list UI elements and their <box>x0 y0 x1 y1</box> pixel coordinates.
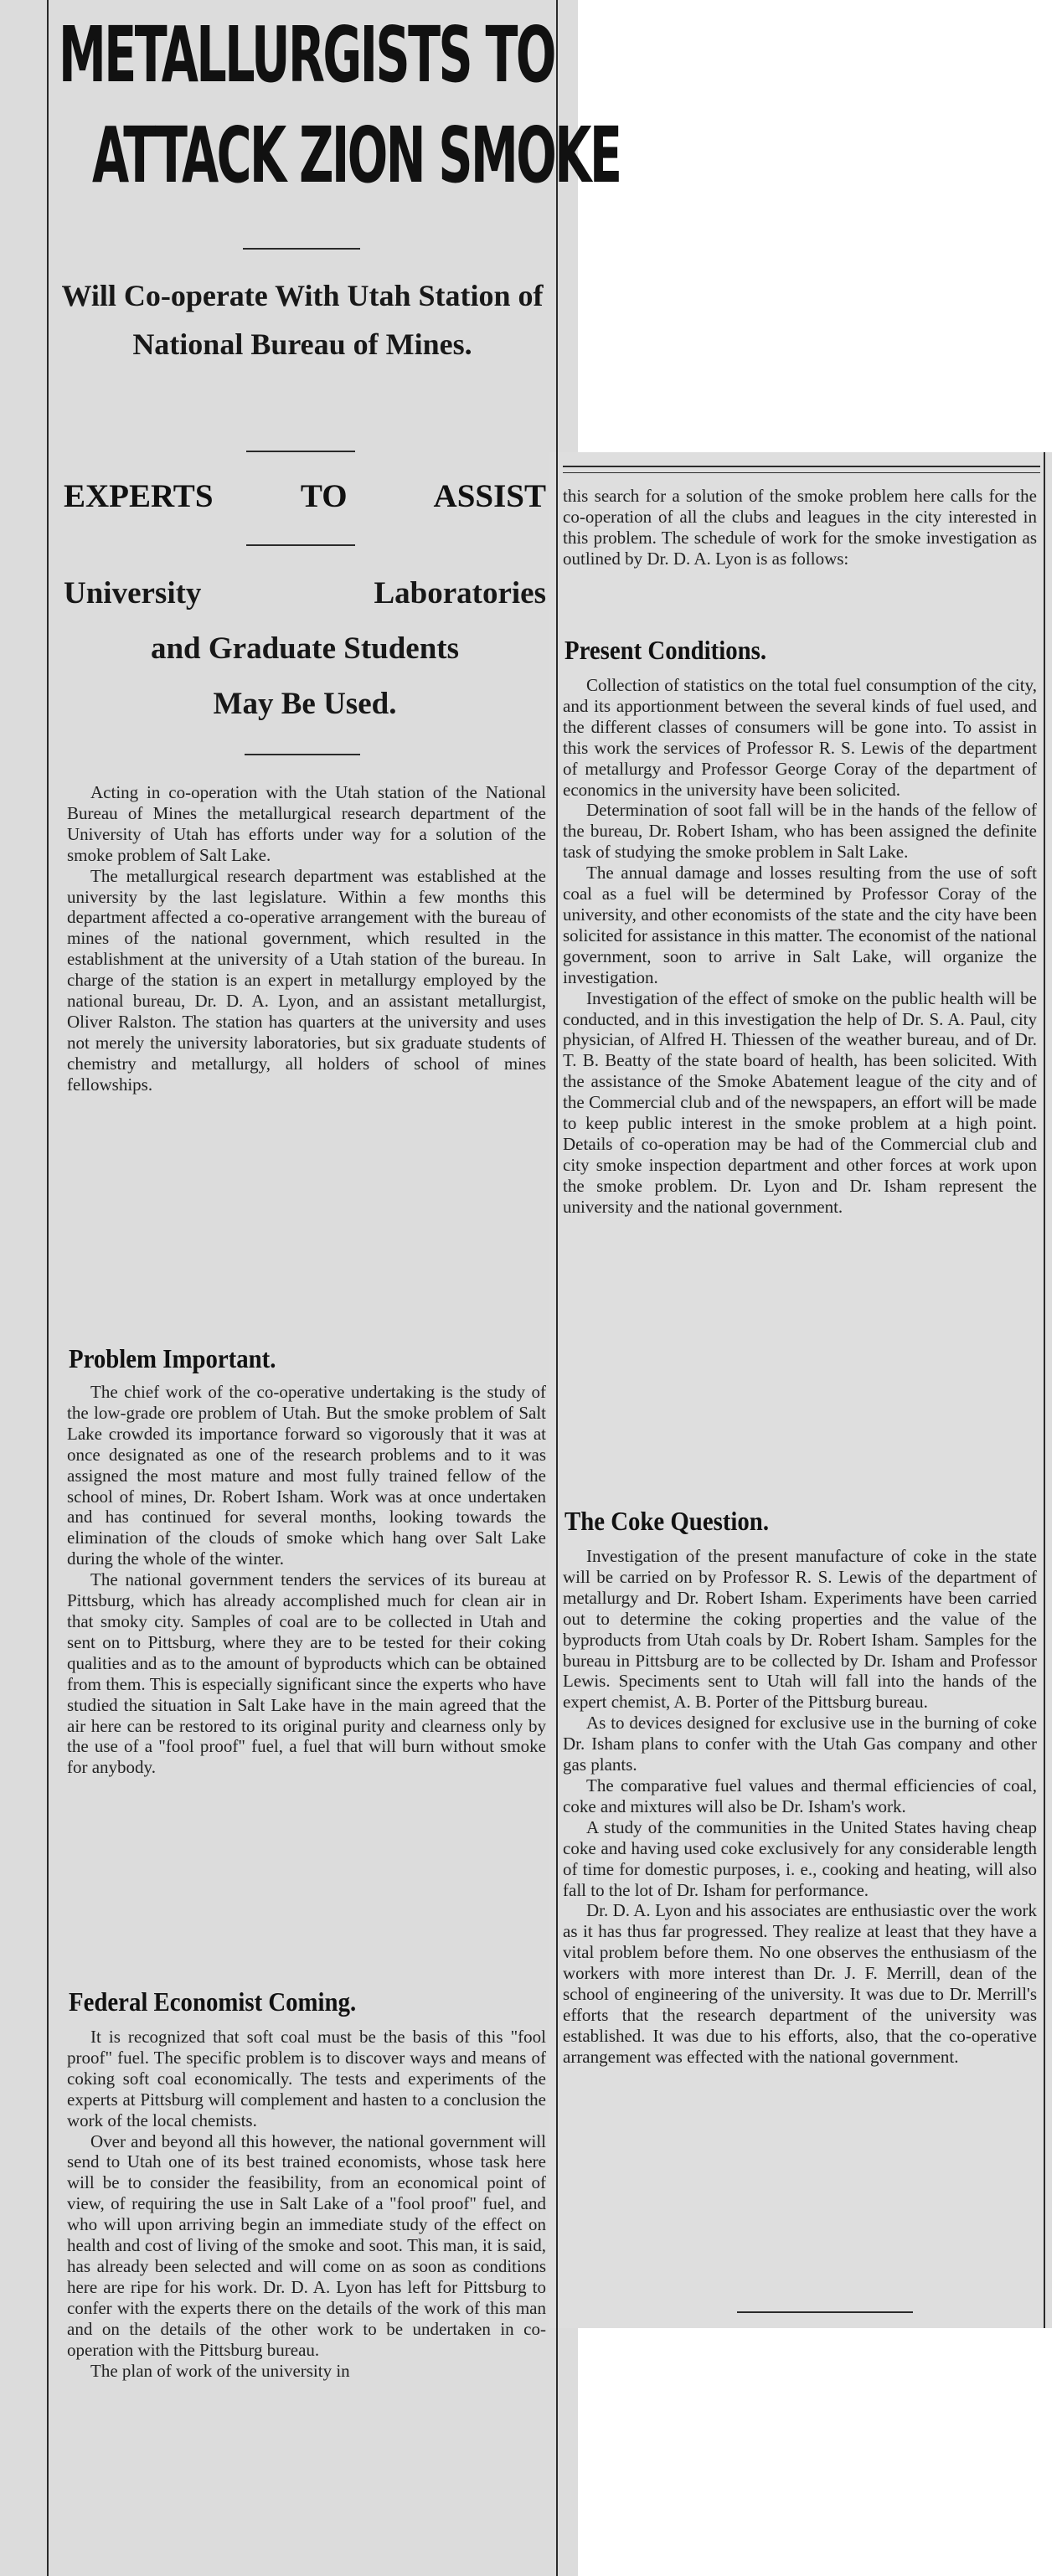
headline-line-2: ATTACK ZION SMOKE <box>92 111 621 200</box>
intro-paragraph-2: The metallurgical research department was established at the university by the last legislature. Within a few months this department affected a co-operative arrangement with the bureau of mines of the national government, which resulted in the establishment at the university of a Utah station of the bureau. In charge of the station is an expert in metallurgy employed by the national bureau, Dr. D. A. Lyon, and an assistant metallurgist, Oliver Ralston. The station has quarters at the university and uses not merely the university laboratories, but six graduate students of chemistry and metallurgy, all holders of school of mines fellowships. <box>67 865 546 1095</box>
deck-lab-line-2: and Graduate Students <box>150 631 460 666</box>
subhead-problem-important: Problem Important. <box>69 1343 276 1373</box>
problem-text <box>67 1382 546 1778</box>
subhead-present-conditions: Present Conditions. <box>565 635 767 665</box>
present-paragraph-4: Investigation of the effect of smoke on the public health will be conducted, and in this investigation the help of Dr. S. A. Paul, city physician, of Alfred H. Thiessen of the weather bureau, and of Dr. T. B. Beatty of the state board of health, has been solicited. With the assistance of the Smoke Abatement league of the city and of the Commercial club and of the newspapers, an effort will be made to keep public interest in the smoke problem at a high point. Details of co-operation may be had of the Commercial club and city smoke inspection department and other forces at work upon the smoke problem. Dr. Lyon and Dr. Isham represent the university and the national government. <box>563 987 1037 1217</box>
column-divider-rule <box>556 0 558 2576</box>
continuation-text <box>563 486 1037 569</box>
right-column-top-rule-2 <box>563 472 1040 473</box>
federal-paragraph-3: The plan of work of the university in <box>90 2360 350 2381</box>
deck-rule-2 <box>246 544 355 546</box>
problem-paragraph-1: The chief work of the co-operative undertaking is the study of the low-grade ore problem of Utah. But the smoke problem of Salt Lake crowded its importance forward so vigorously that it was at once designated as one of the research problems and to it was assigned the most mature and most fully trained fellow of the school of mines, Dr. Robert Isham. Work was at once undertaken and has continued for several months, looking towards the elimination of the clouds of smoke which hang over Salt Lake during the whole of the winter. <box>67 1382 546 1569</box>
subhead-federal-economist: Federal Economist Coming. <box>69 1986 357 2017</box>
right-column-top-rule <box>563 466 1040 467</box>
coke-question-text <box>563 1546 1037 2068</box>
coke-paragraph-5: Dr. D. A. Lyon and his associates are enthusiastic over the work as it has thus far progressed. They realize at least that they have a vital problem before them. No one observes the enthusiasm of the workers with more interest than Dr. J. F. Merrill, dean of the school of engineering of the university. It was due to Dr. Merrill's efforts that the research department of the university was established. It was due to his efforts, also, that the co-operative arrangement was effected with the national government. <box>563 1900 1037 2067</box>
deck-utah-station: Will Co-operate With Utah Station of National Bureau of Mines. <box>61 279 544 361</box>
federal-text <box>67 2027 546 2381</box>
present-paragraph-2: Determination of soot fall will be in the hands of the fellow of the bureau, Dr. Robert Isham, who has been assigned the definite task of studying the smoke problem in Salt Lake. <box>563 800 1037 863</box>
continuation-paragraph: this search for a solution of the smoke problem here calls for the co-operation of all the clubs and leagues in the city interested in this problem. The schedule of work for the smoke investigation as outlined by Dr. D. A. Lyon is as follows: <box>563 486 1037 569</box>
headline-line-1: METALLURGISTS TO <box>59 10 554 100</box>
article-end-rule <box>737 2311 913 2313</box>
deck-experts-to-assist: EXPERTS TO ASSIST <box>64 478 546 514</box>
present-paragraph-3: The annual damage and losses resulting from the use of soft coal as a fuel will be determined by Professor Coray of the university, and other economists of the state and the city have been solicited for assistance in this matter. The economist of the national government, soon to arrive in Salt Lake, will organize the investigation. <box>563 863 1037 987</box>
federal-paragraph-2: Over and beyond all this however, the national government will send to Utah one of its best trained economists, whose task here will be to consider the feasibility, from an economical point of view, of requiring the use in Salt Lake of a "fool proof" fuel, and who will upon arriving begin an immediate study of the effect on health and cost of living of the smoke and soot. This man, it is said, has already been selected and will come on as soon as conditions here are ripe for his work. Dr. D. A. Lyon has left for Pittsburg to confer with the experts there on the details of the work of this man and on the details of the other work to be undertaken in co-operation with the Pittsburg bureau. <box>67 2130 546 2360</box>
present-paragraph-1: Collection of statistics on the total fuel consumption of the city, and its apportionment between the several kinds of fuel used, and the different classes of consumers will be gone into. To assist in this work the services of Professor R. S. Lewis of the department of metallurgy and Professor George Coray of the department of economics in the university have been solicited. <box>563 675 1037 800</box>
present-conditions-text <box>563 675 1037 1218</box>
subhead-coke-question: The Coke Question. <box>565 1506 770 1536</box>
coke-paragraph-4: A study of the communities in the United States having cheap coke and having used coke exclusively for any considerable length of time for domestic purposes, i. e., cooking and heating, will also fall to the lot of Dr. Isham for performance. <box>563 1816 1037 1900</box>
coke-paragraph-1: Investigation of the present manufacture of coke in the state will be carried on by Professor R. S. Lewis of the department of metallurgy and Dr. Robert Isham. Experiments have been carried out to determine the coking properties and the value of the byproducts from Utah coals by Dr. Robert Isham. Samples for the bureau in Pittsburg are to be collected by Dr. Isham and Professor Lewis. Speciments sent to Utah will fall into the hands of the expert chemist, A. B. Porter of the Pittsburg bureau. <box>563 1546 1037 1713</box>
coke-paragraph-3: The comparative fuel values and thermal efficiencies of coal, coke and mixtures will also be Dr. Isham's work. <box>563 1775 1037 1816</box>
deck-rule-3 <box>245 754 360 755</box>
problem-paragraph-2: The national government tenders the services of its bureau at Pittsburg, which has already accomplished much for clean air in that smoky city. Samples of coal are to be collected in Utah and sent on to Pittsburg, where they are to be tested for their coking qualities and as to the amount of byproducts which can be obtained from them. This is especially significant since the experts who have studied the situation in Salt Lake have in the main agreed that the air here can be restored to its original purity and clearness only by the use of a "fool proof" fuel, a fuel that will burn without smoke for anybody. <box>67 1569 546 1778</box>
left-edge-rule <box>47 0 49 2576</box>
right-edge-rule <box>1044 452 1045 2328</box>
deck-rule-1 <box>246 451 355 452</box>
coke-paragraph-2: As to devices designed for exclusive use in the burning of coke Dr. Isham plans to confer with the Utah Gas company and other gas plants. <box>563 1713 1037 1775</box>
deck-university-laboratories <box>64 566 546 732</box>
headline-rule <box>243 248 360 250</box>
intro-paragraph-1: Acting in co-operation with the Utah station of the National Bureau of Mines the metallurgical research department of the University of Utah has efforts under way for a solution of the smoke problem of Salt Lake. <box>67 782 546 865</box>
federal-paragraph-1: It is recognized that soft coal must be the basis of this "fool proof" fuel. The specific problem is to discover ways and means of coking soft coal economically. The tests and experiments of the experts at Pittsburg will complement and hasten to a conclusion the work of the local chemists. <box>67 2027 546 2130</box>
deck-lab-line-3: May Be Used. <box>213 687 397 721</box>
deck-lab-line-1: University Laboratories <box>64 576 546 611</box>
intro-text <box>67 782 546 1095</box>
